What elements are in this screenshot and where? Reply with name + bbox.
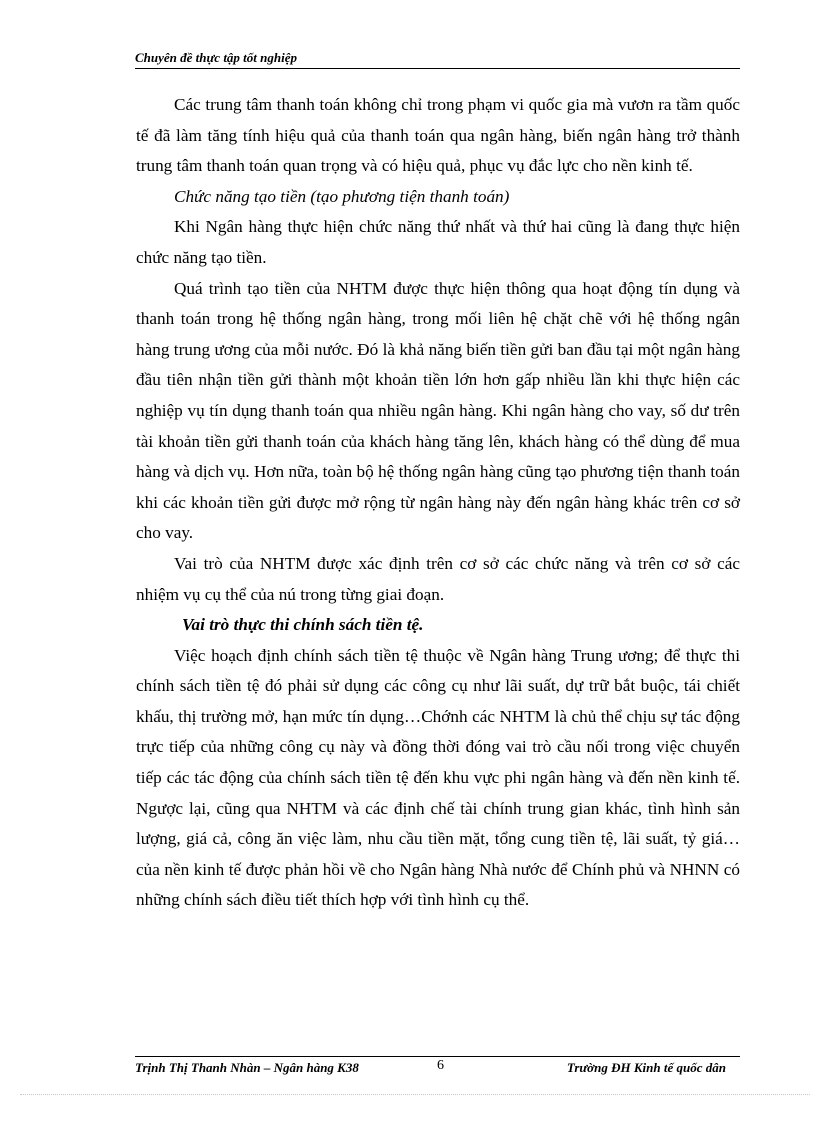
page-edge-divider [20, 1094, 810, 1095]
document-body [136, 90, 740, 916]
footer-school: Trường ĐH Kinh tế quốc dân [566, 1060, 726, 1075]
section-heading-money-creation: Chức năng tạo tiền (tạo phương tiện thanh toán) [174, 186, 510, 206]
paragraph-role-nhtm: Vai trò của NHTM được xác định trên cơ sở các chức năng và trên cơ sở các nhiệm vụ cụ thể của nú trong từng giai đoạn. [136, 553, 740, 604]
paragraph-money-creation-intro: Khi Ngân hàng thực hiện chức năng thứ nhất và thứ hai cũng là đang thực hiện chức năng tạo tiền. [136, 217, 740, 267]
footer-author: Trịnh Thị Thanh Nhàn – Ngân hàng K38 [135, 1060, 359, 1075]
page-number: 6 [437, 1058, 444, 1073]
section-heading-monetary-policy: Vai trò thực thi chính sách tiền tệ. [182, 615, 424, 635]
page-footer [135, 1056, 740, 1079]
paragraph-monetary-policy: Việc hoạch định chính sách tiền tệ thuộc về Ngân hàng Trung ương; để thực thi chính sách tiền tệ đó phải sử dụng các công cụ như lãi suất, dự trữ bắt buộc, tái chiết khấu, thị trường mở, hạn mức tín dụng…Chớnh các NHTM là chủ thể chịu sự tác động trực tiếp của những công cụ này và đồng thời đóng vai trò cầu nối trong việc chuyển tiếp các tác động của chính sách tiền tệ đến khu vực phi ngân hàng và đến nền kinh tế. Ngược lại, cũng qua NHTM và các định chế tài chính trung gian khác, tình hình sản lượng, giá cả, công ăn việc làm, nhu cầu tiền mặt, tổng cung tiền tệ, lãi suất, tỷ giá… của nền kinh tế được phản hồi về cho Ngân hàng Nhà nước để Chính phủ và NHNN có những chính sách điều tiết thích hợp với tình hình cụ thể. [136, 645, 740, 910]
paragraph-money-creation-process: Quá trình tạo tiền của NHTM được thực hiện thông qua hoạt động tín dụng và thanh toán trong hệ thống ngân hàng, trong mối liên hệ chặt chẽ với hệ thống ngân hàng trung ương của mỗi nước. Đó là khả năng biến tiền gửi ban đầu tại một ngân hàng đầu tiên nhận tiền gửi thành một khoản tiền lớn hơn gấp nhiều lần khi thực hiện các nghiệp vụ tín dụng thanh toán qua nhiều ngân hàng. Khi ngân hàng cho vay, số dư trên tài khoản tiền gửi thanh toán của khách hàng tăng lên, khách hàng có thể dùng để mua hàng và dịch vụ. Hơn nữa, toàn bộ hệ thống ngân hàng cũng tạo phương tiện thanh toán khi các khoản tiền gửi được mở rộng từ ngân hàng này đến ngân hàng khác trên cơ sở cho vay. [136, 278, 740, 543]
page-header [135, 48, 740, 69]
header-title: Chuyên đề thực tập tốt nghiệp [135, 50, 297, 65]
paragraph-payment-centers: Các trung tâm thanh toán không chỉ trong phạm vi quốc gia mà vươn ra tầm quốc tế đã làm tăng tính hiệu quả của thanh toán qua ngân hàng, biến ngân hàng trở thành trung tâm thanh toán quan trọng và có hiệu quả, phục vụ đắc lực cho nền kinh tế. [136, 95, 740, 176]
